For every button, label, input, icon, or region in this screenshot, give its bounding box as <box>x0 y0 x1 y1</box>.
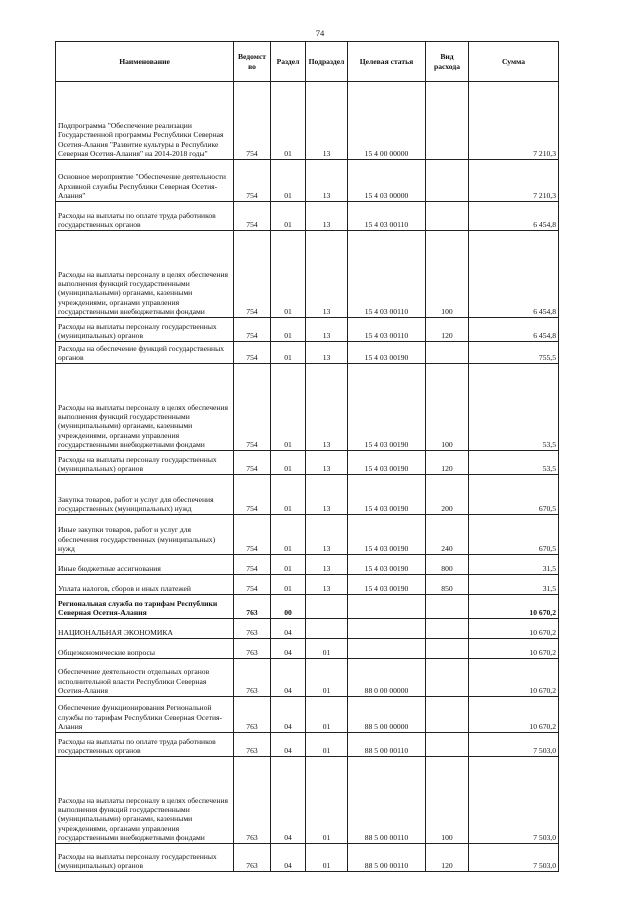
row-subsection: 01 <box>306 639 348 659</box>
row-target: 15 4 03 00110 <box>348 231 426 318</box>
row-dept: 763 <box>234 844 271 872</box>
row-section: 01 <box>271 342 306 364</box>
row-section: 01 <box>271 555 306 575</box>
row-name: Обеспечение деятельности отдельных органов исполнительной власти Республики Северная Осетия-Алания <box>56 659 234 697</box>
row-dept: 754 <box>234 451 271 475</box>
row-expense-type <box>426 639 469 659</box>
row-dept: 754 <box>234 555 271 575</box>
row-name: Иные закупки товаров, работ и услуг для обеспечения государственных (муниципальных) нужд <box>56 515 234 555</box>
row-expense-type: 200 <box>426 475 469 515</box>
row-section: 01 <box>271 451 306 475</box>
row-section: 04 <box>271 639 306 659</box>
row-subsection: 13 <box>306 475 348 515</box>
row-section: 00 <box>271 595 306 619</box>
row-sum: 755,5 <box>469 342 559 364</box>
row-dept: 754 <box>234 475 271 515</box>
row-sum: 7 503,0 <box>469 757 559 844</box>
row-dept: 763 <box>234 659 271 697</box>
row-dept: 754 <box>234 160 271 202</box>
row-target: 15 4 03 00190 <box>348 364 426 451</box>
page-number: 74 <box>315 28 325 38</box>
row-target: 15 4 03 00000 <box>348 160 426 202</box>
row-subsection: 13 <box>306 318 348 342</box>
budget-table <box>55 41 559 872</box>
row-expense-type <box>426 619 469 639</box>
table-row <box>56 475 559 515</box>
row-name: Расходы на выплаты по оплате труда работников государственных органов <box>56 202 234 231</box>
row-target: 15 4 00 00000 <box>348 82 426 160</box>
header-expense-type: Вид расхода <box>426 42 469 82</box>
row-target: 88 5 00 00110 <box>348 844 426 872</box>
row-sum: 6 454,8 <box>469 231 559 318</box>
row-sum: 6 454,8 <box>469 318 559 342</box>
row-dept: 763 <box>234 733 271 757</box>
row-section: 01 <box>271 364 306 451</box>
table-row <box>56 202 559 231</box>
row-expense-type <box>426 733 469 757</box>
row-section: 01 <box>271 318 306 342</box>
row-sum: 670,5 <box>469 515 559 555</box>
row-sum: 53,5 <box>469 364 559 451</box>
row-dept: 754 <box>234 575 271 595</box>
row-name: Уплата налогов, сборов и иных платежей <box>56 575 234 595</box>
row-target <box>348 595 426 619</box>
row-expense-type: 100 <box>426 231 469 318</box>
row-section: 04 <box>271 844 306 872</box>
row-subsection <box>306 619 348 639</box>
row-dept: 763 <box>234 595 271 619</box>
row-dept: 763 <box>234 619 271 639</box>
table-row <box>56 318 559 342</box>
row-target: 88 5 00 00000 <box>348 697 426 733</box>
row-sum: 10 670,2 <box>469 595 559 619</box>
row-dept: 754 <box>234 364 271 451</box>
row-expense-type <box>426 202 469 231</box>
row-name: Расходы на выплаты персоналу государственных (муниципальных) органов <box>56 844 234 872</box>
table-row <box>56 697 559 733</box>
row-sum: 7 210,3 <box>469 160 559 202</box>
row-expense-type: 120 <box>426 844 469 872</box>
row-sum: 10 670,2 <box>469 639 559 659</box>
row-sum: 6 454,8 <box>469 202 559 231</box>
table-header-row <box>56 42 559 82</box>
row-name: Основное мероприятие "Обеспечение деятельности Архивной службы Республики Северная Осетия-Алания" <box>56 160 234 202</box>
row-subsection: 01 <box>306 844 348 872</box>
header-target: Целевая статья <box>348 42 426 82</box>
row-section: 01 <box>271 475 306 515</box>
row-sum: 10 670,2 <box>469 659 559 697</box>
row-dept: 763 <box>234 697 271 733</box>
row-dept: 754 <box>234 202 271 231</box>
row-section: 04 <box>271 733 306 757</box>
row-name: Расходы на обеспечение функций государственных органов <box>56 342 234 364</box>
row-target: 15 4 03 00190 <box>348 575 426 595</box>
table-row <box>56 364 559 451</box>
row-subsection: 13 <box>306 160 348 202</box>
row-name: Расходы на выплаты по оплате труда работников государственных органов <box>56 733 234 757</box>
row-subsection: 13 <box>306 202 348 231</box>
row-expense-type <box>426 82 469 160</box>
row-dept: 754 <box>234 82 271 160</box>
row-sum: 31,5 <box>469 575 559 595</box>
row-subsection: 13 <box>306 364 348 451</box>
table-row <box>56 844 559 872</box>
row-subsection: 01 <box>306 697 348 733</box>
row-dept: 763 <box>234 639 271 659</box>
row-dept: 754 <box>234 342 271 364</box>
row-name: Закупка товаров, работ и услуг для обеспечения государственных (муниципальных) нужд <box>56 475 234 515</box>
row-name: Расходы на выплаты персоналу государственных (муниципальных) органов <box>56 318 234 342</box>
row-section: 01 <box>271 575 306 595</box>
table-row <box>56 555 559 575</box>
row-section: 01 <box>271 82 306 160</box>
table-row <box>56 451 559 475</box>
header-name: Наименование <box>56 42 234 82</box>
row-subsection: 01 <box>306 733 348 757</box>
header-subsection: Подраздел <box>306 42 348 82</box>
row-subsection: 01 <box>306 659 348 697</box>
row-target: 15 4 03 00190 <box>348 515 426 555</box>
header-dept: Ведомст во <box>234 42 271 82</box>
row-name: Иные бюджетные ассигнования <box>56 555 234 575</box>
row-sum: 53,5 <box>469 451 559 475</box>
row-dept: 754 <box>234 515 271 555</box>
row-name: Подпрограмма "Обеспечение реализации Государственной программы Республики Северная Осетия-Алания "Развитие культуры в Республике Северная Осетия-Алания" на 2014-2018 годы" <box>56 82 234 160</box>
row-subsection: 13 <box>306 515 348 555</box>
row-subsection: 13 <box>306 342 348 364</box>
row-sum: 31,5 <box>469 555 559 575</box>
row-target: 15 4 03 00110 <box>348 202 426 231</box>
row-name: Расходы на выплаты персоналу в целях обеспечения выполнения функций государственными (муниципальными) органами, казенными учреждениями, органами управления государственными внебюджетными фондами <box>56 231 234 318</box>
row-subsection: 13 <box>306 575 348 595</box>
table-row <box>56 733 559 757</box>
row-dept: 763 <box>234 757 271 844</box>
row-subsection: 01 <box>306 757 348 844</box>
table-row <box>56 82 559 160</box>
table-row <box>56 757 559 844</box>
row-section: 04 <box>271 697 306 733</box>
row-expense-type <box>426 697 469 733</box>
row-sum: 7 503,0 <box>469 733 559 757</box>
row-expense-type: 850 <box>426 575 469 595</box>
row-expense-type: 120 <box>426 318 469 342</box>
row-name: Расходы на выплаты персоналу в целях обеспечения выполнения функций государственными (муниципальными) органами, казенными учреждениями, органами управления государственными внебюджетными фондами <box>56 757 234 844</box>
row-expense-type <box>426 342 469 364</box>
row-target: 88 0 00 00000 <box>348 659 426 697</box>
table-row <box>56 619 559 639</box>
table-row <box>56 575 559 595</box>
row-subsection: 13 <box>306 82 348 160</box>
row-target: 88 5 00 00110 <box>348 757 426 844</box>
table-row <box>56 231 559 318</box>
row-expense-type: 100 <box>426 757 469 844</box>
row-sum: 7 210,3 <box>469 82 559 160</box>
row-section: 01 <box>271 231 306 318</box>
row-name: Обеспечение функционирования Региональной службы по тарифам Республики Северная Осетия-Алания <box>56 697 234 733</box>
row-subsection: 13 <box>306 451 348 475</box>
table-body <box>56 82 559 872</box>
row-name: Региональная служба по тарифам Республики Северная Осетия-Алания <box>56 595 234 619</box>
row-target: 15 4 03 00190 <box>348 475 426 515</box>
row-sum: 10 670,2 <box>469 697 559 733</box>
row-target <box>348 619 426 639</box>
header-section: Раздел <box>271 42 306 82</box>
row-section: 01 <box>271 160 306 202</box>
row-target <box>348 639 426 659</box>
row-dept: 754 <box>234 231 271 318</box>
row-subsection: 13 <box>306 555 348 575</box>
row-section: 01 <box>271 515 306 555</box>
row-subsection: 13 <box>306 231 348 318</box>
row-section: 01 <box>271 202 306 231</box>
row-expense-type <box>426 595 469 619</box>
row-section: 04 <box>271 659 306 697</box>
row-expense-type <box>426 160 469 202</box>
row-dept: 754 <box>234 318 271 342</box>
row-expense-type: 100 <box>426 364 469 451</box>
row-target: 88 5 00 00110 <box>348 733 426 757</box>
row-expense-type: 800 <box>426 555 469 575</box>
row-target: 15 4 03 00190 <box>348 451 426 475</box>
table-row <box>56 595 559 619</box>
row-sum: 7 503,0 <box>469 844 559 872</box>
table-row <box>56 160 559 202</box>
row-name: Расходы на выплаты персоналу государственных (муниципальных) органов <box>56 451 234 475</box>
row-target: 15 4 03 00110 <box>348 318 426 342</box>
table-row <box>56 659 559 697</box>
row-subsection <box>306 595 348 619</box>
row-sum: 10 670,2 <box>469 619 559 639</box>
header-sum: Сумма <box>469 42 559 82</box>
row-name: Общеэкономические вопросы <box>56 639 234 659</box>
row-section: 04 <box>271 757 306 844</box>
row-target: 15 4 03 00190 <box>348 342 426 364</box>
row-expense-type: 240 <box>426 515 469 555</box>
row-name: Расходы на выплаты персоналу в целях обеспечения выполнения функций государственными (муниципальными) органами, казенными учреждениями, органами управления государственными внебюджетными фондами <box>56 364 234 451</box>
row-expense-type: 120 <box>426 451 469 475</box>
table-row <box>56 342 559 364</box>
row-sum: 670,5 <box>469 475 559 515</box>
table-row <box>56 639 559 659</box>
row-name: НАЦИОНАЛЬНАЯ ЭКОНОМИКА <box>56 619 234 639</box>
row-section: 04 <box>271 619 306 639</box>
row-expense-type <box>426 659 469 697</box>
table-row <box>56 515 559 555</box>
row-target: 15 4 03 00190 <box>348 555 426 575</box>
